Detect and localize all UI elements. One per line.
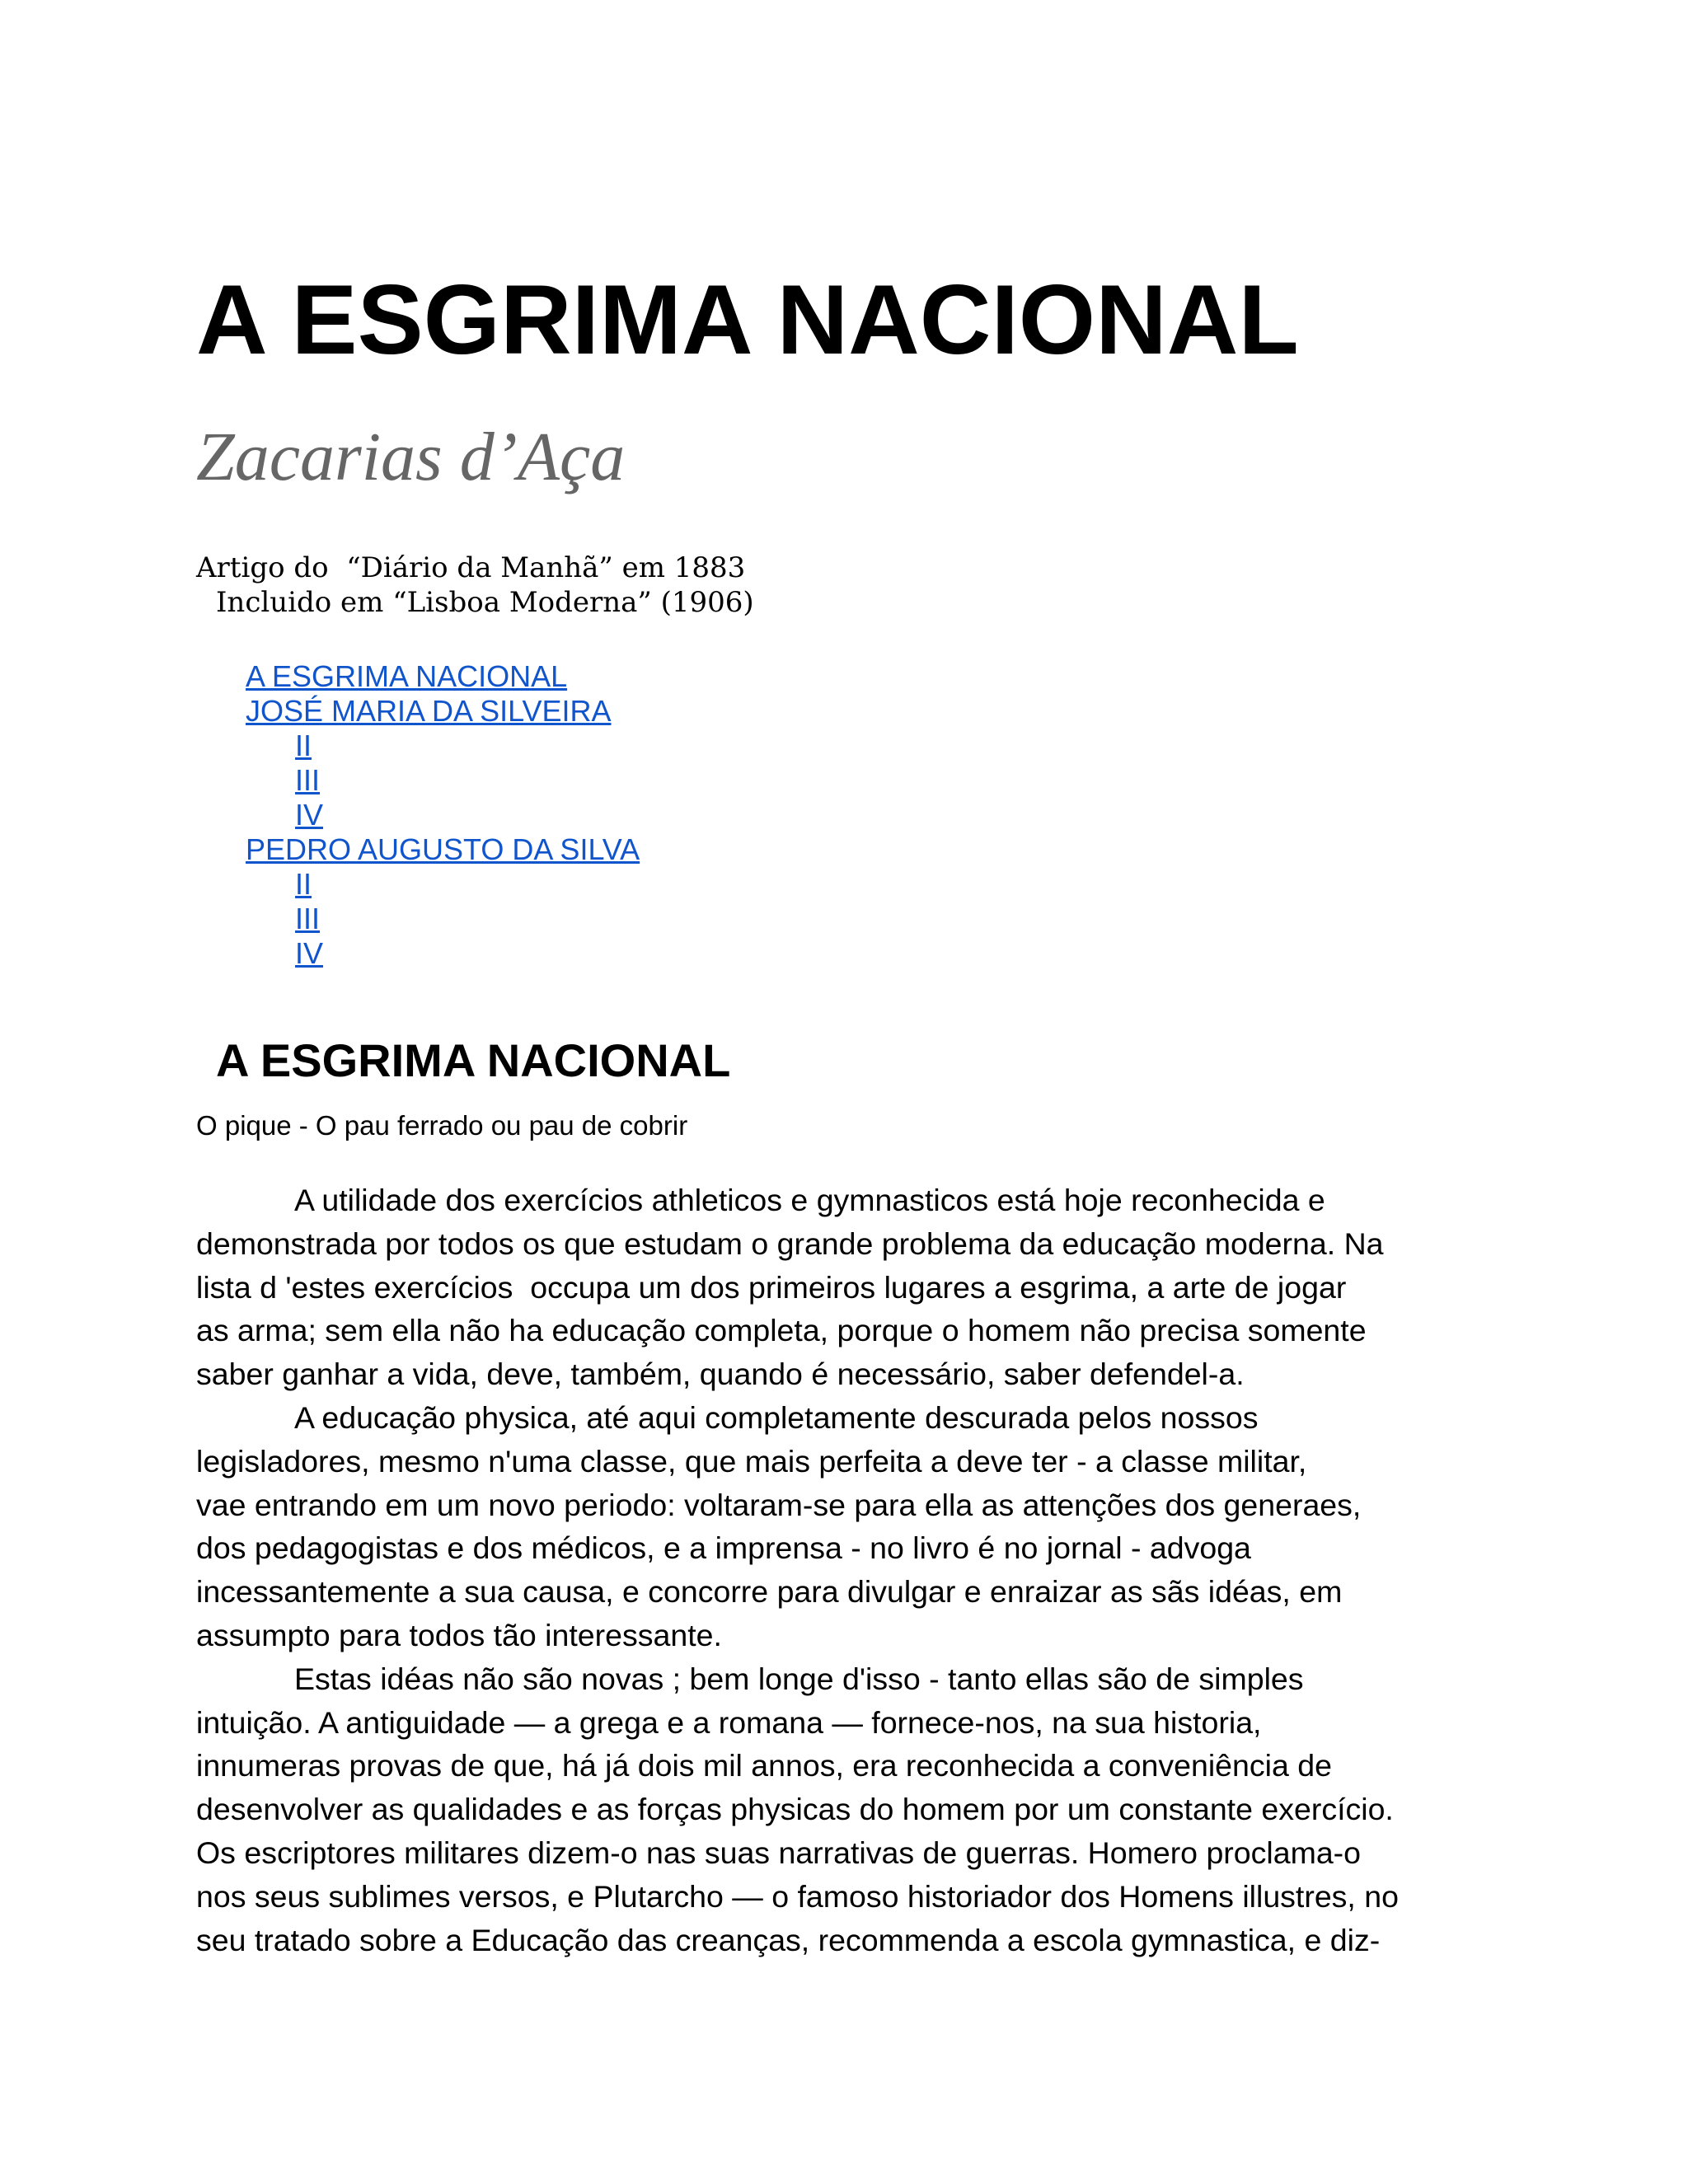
paragraph-line: dos pedagogistas e dos médicos, e a imprensa - no livro é no jornal - advoga <box>196 1530 1251 1566</box>
source-note <box>196 551 754 620</box>
paragraph-line: lista d 'estes exercícios occupa um dos primeiros lugares a esgrima, a arte de jogar <box>196 1269 1347 1305</box>
paragraph-line: demonstrada por todos os que estudam o grande problema da educação moderna. Na <box>196 1226 1384 1261</box>
toc-link-silveira-iii[interactable]: III <box>295 763 321 797</box>
paragraph-line: vae entrando em um novo periodo: voltaram-se para ella as attenções dos generaes, <box>196 1487 1362 1522</box>
toc-link-silva-ii[interactable]: II <box>295 867 312 901</box>
toc-link-silveira-iv[interactable]: IV <box>295 798 324 832</box>
toc-link-silveira-ii[interactable]: II <box>295 729 312 762</box>
paragraph-line: seu tratado sobre a Educação das creanças, recommenda a escola gymnastica, e diz- <box>196 1922 1381 1957</box>
paragraph-line: intuição. A antiguidade — a grega e a romana — fornece-nos, na sua historia, <box>196 1704 1262 1740</box>
paragraph-line: legisladores, mesmo n'uma classe, que mais perfeita a deve ter - a classe militar, <box>196 1443 1307 1479</box>
body-text <box>196 1179 1498 1961</box>
paragraph-line: Os escriptores militares dizem-o nas suas narrativas de guerras. Homero proclama-o <box>196 1835 1362 1870</box>
paragraph-line: saber ganhar a vida, deve, também, quando é necessário, saber defendel-a. <box>196 1357 1245 1392</box>
document-author: Zacarias d’Aça <box>196 419 626 495</box>
section-heading: A ESGRIMA NACIONAL <box>216 1034 731 1086</box>
toc-link-jose-maria-da-silveira[interactable]: JOSÉ MARIA DA SILVEIRA <box>246 694 612 728</box>
paragraph-line: nos seus sublimes versos, e Plutarcho — o famoso historiador dos Homens illustres, no <box>196 1878 1399 1914</box>
paragraph-line: desenvolver as qualidades e as forças physicas do homem por um constante exercício. <box>196 1792 1394 1827</box>
toc-link-silva-iv[interactable]: IV <box>295 936 324 970</box>
section-subtitle: O pique - O pau ferrado ou pau de cobrir <box>196 1110 688 1141</box>
table-of-contents <box>246 659 640 971</box>
paragraph-line: Estas idéas não são novas ; bem longe d'isso - tanto ellas são de simples <box>294 1661 1304 1696</box>
source-line: Artigo do “Diário da Manhã” em 1883 <box>196 551 746 584</box>
paragraph-line: innumeras provas de que, há já dois mil annos, era reconhecida a conveniência de <box>196 1748 1332 1783</box>
document-title: A ESGRIMA NACIONAL <box>196 265 1299 375</box>
paragraph-line: incessantemente a sua causa, e concorre para divulgar e enraizar as sãs idéas, em <box>196 1574 1343 1610</box>
paragraph-line: A utilidade dos exercícios athleticos e gymnasticos está hoje reconhecida e <box>294 1183 1325 1217</box>
toc-link-a-esgrima-nacional[interactable]: A ESGRIMA NACIONAL <box>246 659 568 693</box>
source-line: Incluido em “Lisboa Moderna” (1906) <box>216 586 754 619</box>
toc-link-silva-iii[interactable]: III <box>295 902 321 935</box>
paragraph-line: A educação physica, até aqui completamente descurada pelos nossos <box>294 1399 1259 1435</box>
toc-link-pedro-augusto-da-silva[interactable]: PEDRO AUGUSTO DA SILVA <box>246 832 640 866</box>
paragraph-line: assumpto para todos tão interessante. <box>196 1617 722 1652</box>
paragraph-line: as arma; sem ella não ha educação completa, porque o homem não precisa somente <box>196 1313 1367 1348</box>
